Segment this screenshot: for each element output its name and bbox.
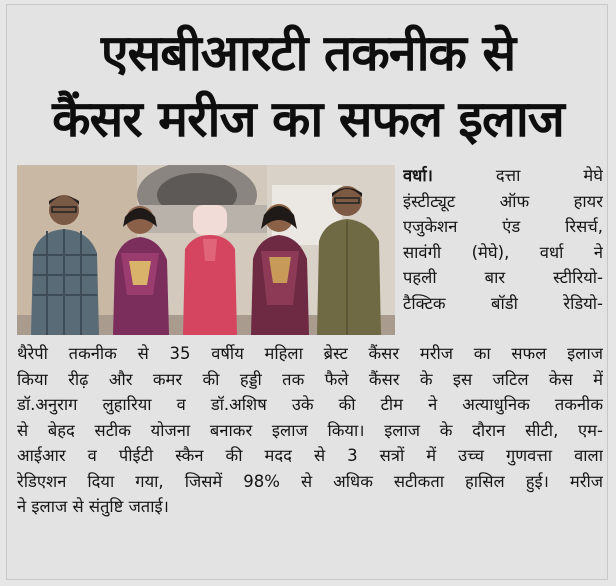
article-line: से बेहद सटीक योजना बनाकर इलाज किया। इलाज के दौरान सीटी, एम- <box>17 420 603 440</box>
article-line: आईआर व पीईटी स्कैन की मदद से 3 सत्रों में उच्च गुणवत्ता वाला <box>17 446 603 465</box>
article-line: ने इलाज से संतुष्टि जताई। <box>17 497 169 516</box>
article-body-text <box>17 341 603 520</box>
article-line: थैरेपी तकनीक से 35 वर्षीय महिला ब्रेस्ट कैंसर मरीज का सफल इलाज <box>17 344 603 363</box>
article-line: सावंगी (मेघे), वर्धा ने <box>403 242 603 262</box>
article-line: किया रीढ़ और कमर की हड्डी तक फैले कैंसर के इस जटिल केस में <box>17 369 603 389</box>
group-photo <box>17 165 395 335</box>
headline-line-2: कैंसर मरीज का सफल इलाज <box>52 90 564 148</box>
article-line: वर्धा। दत्ता मेघे <box>403 166 603 185</box>
article-line: एजुकेशन एंड रिसर्च, <box>403 217 603 236</box>
headline-line-1: एसबीआरटी तकनीक से <box>100 24 516 82</box>
newspaper-clipping <box>6 4 608 580</box>
article-line: टैक्टिक बॉडी रेडियो- <box>403 293 603 313</box>
article-line: रेडिएशन दिया गया, जिसमें 98% से अधिक सटीकता हासिल हुई। मरीज <box>17 471 603 491</box>
article-column-text <box>403 163 603 316</box>
article-line: पहली बार स्टीरियो- <box>403 268 603 287</box>
article-dateline: वर्धा। <box>403 166 433 185</box>
article-line: इंस्टीट्यूट ऑफ हायर <box>403 191 603 211</box>
article-line: डॉ.अनुराग लुहारिया व डॉ.अशिष उके की टीम ने अत्याधुनिक तकनीक <box>17 395 603 414</box>
